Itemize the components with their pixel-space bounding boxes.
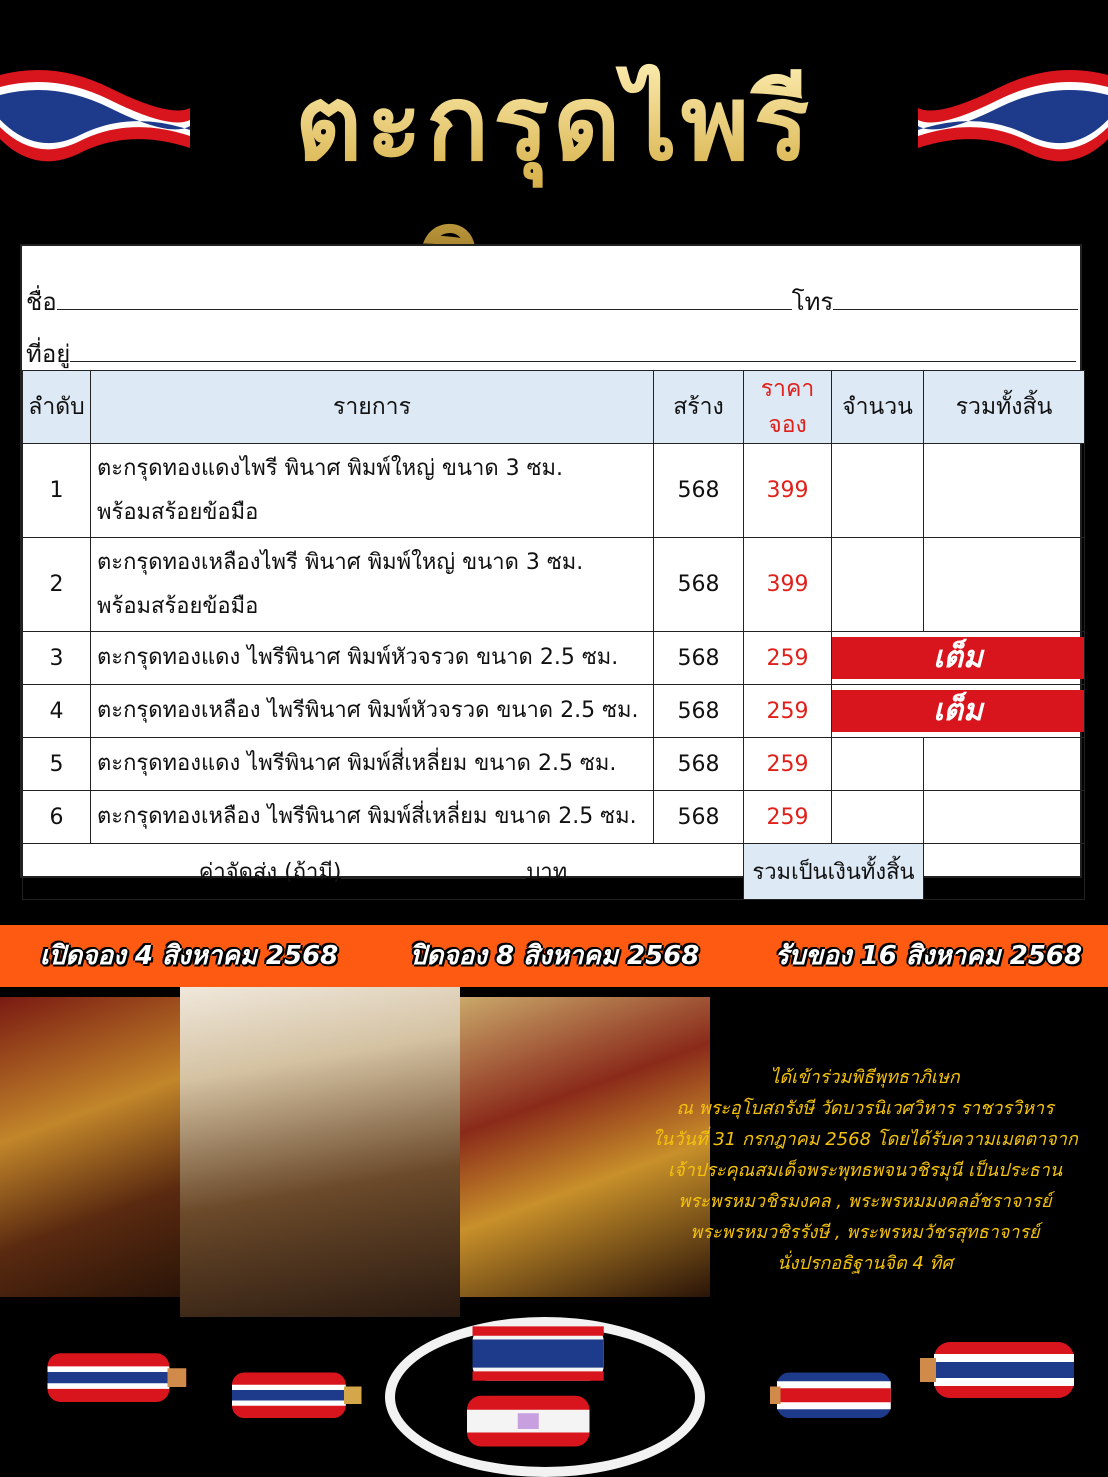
address-field[interactable] — [70, 339, 1076, 362]
grand-total-cell[interactable] — [924, 844, 1085, 900]
col-header-price: สร้าง — [654, 371, 744, 444]
row-description — [91, 444, 654, 538]
table-row — [23, 444, 1085, 538]
name-row — [26, 282, 1078, 321]
col-header-qty: จำนวน — [832, 371, 924, 444]
blessing-line: พระพรหมวชิรมงคล , พระพรหมมงคลอัชราจารย์ — [678, 1191, 1052, 1212]
row-description: ตะกรุดทองแดง ไพรีพินาศ พิมพ์สี่เหลี่ยม ขนาด 2.5 ซม. — [91, 738, 654, 791]
offerings-photo — [0, 997, 180, 1297]
charm-5-icon — [770, 1362, 910, 1432]
table-row — [23, 538, 1085, 632]
row-price: 568 — [654, 685, 744, 738]
header — [0, 0, 1108, 240]
shipping-unit: บาท — [526, 860, 568, 885]
row-reserve-price: 399 — [744, 538, 832, 632]
row-reserve-price: 259 — [744, 632, 832, 685]
order-table — [22, 370, 1085, 900]
blessing-line: ในวันที่ 31 กรกฎาคม 2568 โดยได้รับความเมตตาจาก — [652, 1129, 1078, 1150]
close-date: ปิดจอง 8 สิงหาคม 2568 — [410, 941, 700, 971]
charm-3-icon — [465, 1317, 615, 1392]
shipping-field[interactable] — [341, 856, 526, 879]
charm-2-icon — [225, 1362, 365, 1432]
row-qty-cell[interactable] — [832, 738, 924, 791]
charm-1-icon — [40, 1342, 190, 1417]
col-header-no: ลำดับ — [23, 371, 91, 444]
phone-field[interactable] — [833, 287, 1078, 310]
open-date: เปิดจอง 4 สิงหาคม 2568 — [40, 941, 339, 971]
desc-line: พร้อมสร้อยข้อมือ — [97, 593, 259, 619]
ceremony-photo — [180, 987, 460, 1317]
desc-line: ตะกรุดทองเหลืองไพรี พินาศ พิมพ์ใหญ่ ขนาด 3 ซม. — [97, 549, 584, 575]
row-number: 1 — [23, 444, 91, 538]
blessing-text — [630, 1062, 1100, 1279]
row-reserve-price: 259 — [744, 791, 832, 844]
row-number: 4 — [23, 685, 91, 738]
row-description: ตะกรุดทองเหลือง ไพรีพินาศ พิมพ์สี่เหลี่ยม ขนาด 2.5 ซม. — [91, 791, 654, 844]
row-number: 2 — [23, 538, 91, 632]
row-price: 568 — [654, 632, 744, 685]
thai-flag-ribbon-right-icon — [918, 58, 1108, 168]
blessing-line: นั่งปรกอธิฐานจิต 4 ทิศ — [777, 1253, 953, 1274]
name-label: ชื่อ — [26, 288, 57, 316]
ceremony-collage — [0, 987, 1108, 1477]
table-row — [23, 791, 1085, 844]
desc-line: ตะกรุดทองแดงไพรี พินาศ พิมพ์ใหญ่ ขนาด 3 ซม. — [97, 455, 564, 481]
table-footer-row — [23, 844, 1085, 900]
row-qty-cell[interactable] — [832, 538, 924, 632]
address-label: ที่อยู่ — [26, 340, 71, 368]
row-reserve-price: 399 — [744, 444, 832, 538]
sold-out-cell — [832, 685, 1085, 738]
desc-line: พร้อมสร้อยข้อมือ — [97, 499, 259, 525]
row-description: ตะกรุดทองเหลือง ไพรีพินาศ พิมพ์หัวจรวด ขนาด 2.5 ซม. — [91, 685, 654, 738]
col-header-item: รายการ — [91, 371, 654, 444]
row-price: 568 — [654, 538, 744, 632]
table-row — [23, 685, 1085, 738]
sold-out-badge: เต็ม — [832, 637, 1084, 679]
table-header-row — [23, 371, 1085, 444]
blessing-line: เจ้าประคุณสมเด็จพระพุทธพจนวชิรมุนี เป็นประธาน — [667, 1160, 1063, 1181]
shipping-label: ค่าจัดส่ง (ถ้ามี) — [198, 860, 342, 885]
col-header-total: รวมทั้งสิ้น — [924, 371, 1085, 444]
page-title: ตะกรุดไพรี — [150, 48, 958, 348]
row-reserve-price: 259 — [744, 738, 832, 791]
address-row — [26, 334, 1076, 373]
row-price: 568 — [654, 738, 744, 791]
row-number: 3 — [23, 632, 91, 685]
row-price: 568 — [654, 444, 744, 538]
shipping-cell — [23, 844, 744, 900]
blessing-line: พระพรหมวชิรรังษี , พระพรหมวัชรสุทธาจารย์ — [690, 1222, 1040, 1243]
row-number: 5 — [23, 738, 91, 791]
charm-4-icon — [450, 1387, 610, 1457]
table-row — [23, 738, 1085, 791]
row-number: 6 — [23, 791, 91, 844]
row-total-cell[interactable] — [924, 791, 1085, 844]
receive-date: รับของ 16 สิงหาคม 2568 — [775, 941, 1083, 971]
row-price: 568 — [654, 791, 744, 844]
grand-total-label: รวมเป็นเงินทั้งสิ้น — [744, 844, 924, 900]
row-total-cell[interactable] — [924, 538, 1085, 632]
charm-6-icon — [915, 1332, 1085, 1412]
row-description — [91, 538, 654, 632]
blessing-line: ณ พระอุโบสถรังษี วัดบวรนิเวศวิหาร ราชวรวิหาร — [676, 1098, 1054, 1119]
row-qty-cell[interactable] — [832, 791, 924, 844]
phone-label: โทร — [791, 288, 834, 316]
col-header-reserve-price: ราคาจอง — [744, 371, 832, 444]
blessing-line: ได้เข้าร่วมพิธีพุทธาภิเษก — [770, 1067, 960, 1088]
name-field[interactable] — [57, 287, 792, 310]
row-total-cell[interactable] — [924, 444, 1085, 538]
row-qty-cell[interactable] — [832, 444, 924, 538]
sold-out-badge: เต็ม — [832, 690, 1084, 732]
row-reserve-price: 259 — [744, 685, 832, 738]
order-form — [20, 244, 1082, 885]
sold-out-cell — [832, 632, 1085, 685]
table-row — [23, 632, 1085, 685]
date-bar — [0, 925, 1108, 987]
row-description: ตะกรุดทองแดง ไพรีพินาศ พิมพ์หัวจรวด ขนาด 2.5 ซม. — [91, 632, 654, 685]
row-total-cell[interactable] — [924, 738, 1085, 791]
